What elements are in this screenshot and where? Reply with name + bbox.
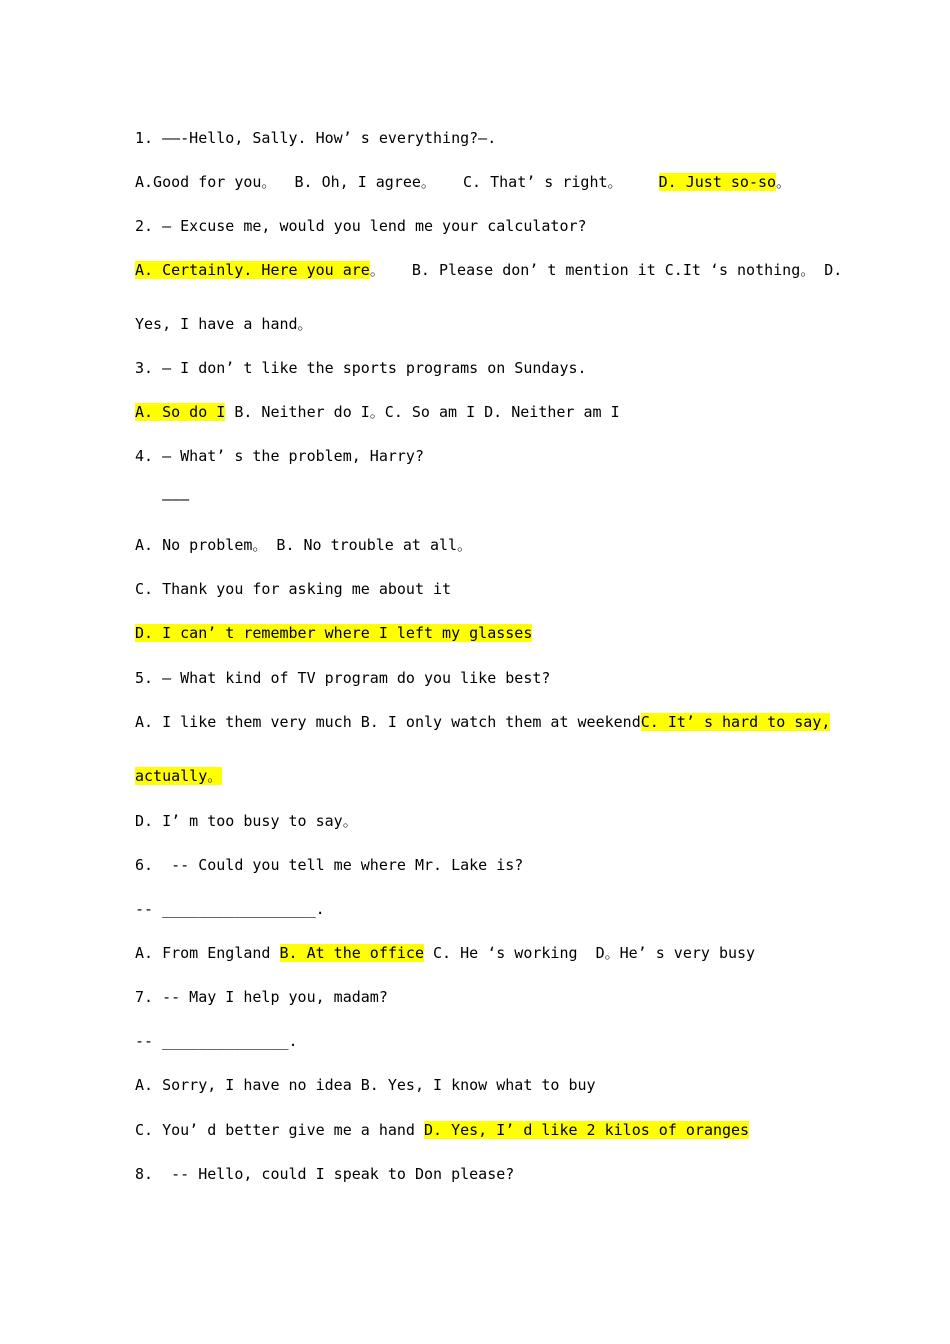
text-line <box>135 446 424 466</box>
highlighted-answer: D. Yes, I’ d like 2 kilos of oranges <box>423 1121 750 1139</box>
text-segment: -- _________________. <box>135 900 325 918</box>
text-line <box>135 402 620 422</box>
text-line <box>135 668 550 688</box>
text-line <box>135 358 587 378</box>
text-line <box>135 535 472 555</box>
text-segment: -- ______________. <box>135 1032 298 1050</box>
text-segment: 8. -- Hello, could I speak to Don please? <box>135 1165 515 1183</box>
text-segment: 7. -- May I help you, madam? <box>135 988 388 1006</box>
text-segment: C. He ‘s working D。He’ s very busy <box>424 944 756 962</box>
text-segment: ——— <box>135 490 190 508</box>
highlighted-answer: A. So do I <box>135 403 226 421</box>
text-line <box>135 1031 298 1051</box>
text-line <box>135 811 358 831</box>
highlighted-answer: A. Certainly. Here you are <box>135 261 370 279</box>
text-line <box>135 1120 749 1140</box>
text-line <box>135 766 222 786</box>
text-line <box>135 260 842 280</box>
text-line <box>135 987 388 1007</box>
text-segment: 6. -- Could you tell me where Mr. Lake is? <box>135 856 524 874</box>
text-line <box>135 128 496 148</box>
text-line <box>135 1164 514 1184</box>
text-segment: 。 <box>776 173 792 191</box>
text-segment: C. You’ d better give me a hand <box>135 1121 424 1139</box>
text-segment: 3. — I don’ t like the sports programs on Sundays. <box>135 359 587 377</box>
text-segment: D. I’ m too busy to say。 <box>135 812 358 830</box>
text-segment: B. Neither do I。C. So am I D. Neither am I <box>225 403 620 421</box>
text-line <box>135 314 313 334</box>
text-line <box>135 712 830 732</box>
highlighted-answer: C. It’ s hard to say, <box>640 713 831 731</box>
text-segment: 5. — What kind of TV program do you like best? <box>135 669 551 687</box>
text-line <box>135 943 755 963</box>
text-segment: A. I like them very much B. I only watch them at weekend <box>135 713 641 731</box>
text-line <box>135 172 791 192</box>
text-segment: 。 B. Please don’ t mention it C.It ‘s nothing。 D. <box>369 261 843 279</box>
text-line <box>135 623 532 643</box>
highlighted-answer: B. At the office <box>279 944 424 962</box>
highlighted-answer: D. I can’ t remember where I left my glasses <box>135 624 533 642</box>
highlighted-answer: actually。 <box>135 767 223 785</box>
text-segment: 1. ——-Hello, Sally. How’ s everything?—. <box>135 129 497 147</box>
text-segment: A. Sorry, I have no idea B. Yes, I know what to buy <box>135 1076 596 1094</box>
highlighted-answer: D. Just so-so <box>658 173 777 191</box>
text-line <box>135 1075 596 1095</box>
text-segment: C. Thank you for asking me about it <box>135 580 452 598</box>
text-segment: A. From England <box>135 944 280 962</box>
text-line <box>135 579 451 599</box>
text-line <box>135 489 189 509</box>
text-line <box>135 216 587 236</box>
text-line <box>135 855 523 875</box>
text-segment: A.Good for you。 B. Oh, I agree。 C. That’ s right。 <box>135 173 659 191</box>
text-segment: Yes, I have a hand。 <box>135 315 313 333</box>
text-line <box>135 899 325 919</box>
text-segment: 2. — Excuse me, would you lend me your calculator? <box>135 217 587 235</box>
text-segment: 4. — What’ s the problem, Harry? <box>135 447 424 465</box>
text-segment: A. No problem。 B. No trouble at all。 <box>135 536 473 554</box>
